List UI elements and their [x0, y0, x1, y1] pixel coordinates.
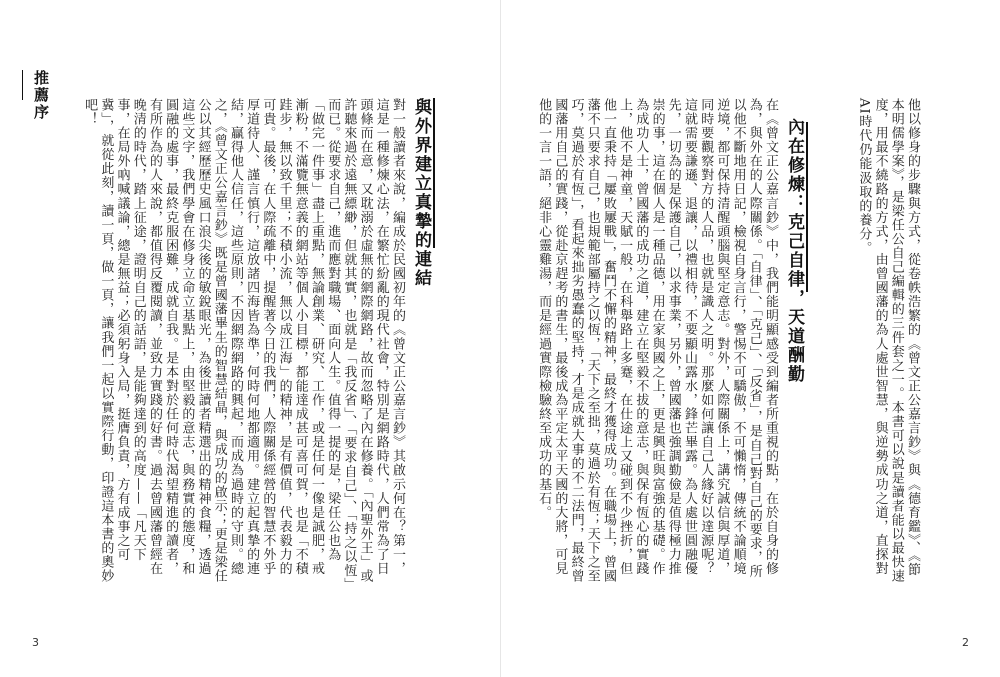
right-page-number: 2	[962, 636, 969, 649]
running-head-rule	[22, 70, 23, 100]
left-section-title: 與外界建立真摯的連結	[411, 98, 431, 288]
right-page-intro-paragraph: 他以修身的步驟與方式，從卷帙浩繁的《曾文正公嘉言鈔》與《德育鑑》、《節本明儒學案》，是梁任公自己編輯的三件套之一。本書可以說是讀者能以最快速度，用最不繞路的方式，由曾國藩的為人處世智慧，與逆勢成功之道，直探對AI時代仍能汲取的養分。	[856, 98, 920, 584]
page-gutter	[500, 0, 501, 677]
left-page-body: 對一般讀者來說，編成於民國初年的《曾文正公嘉言鈔》其啟示何在？第一，這是一種修煉心法，在繁忙紛亂的現代社會，特別是網路時代，人們常為了日頭條而在意，又耽溺於虛無的網際網路，故而忽略了內在修養。「內聖外王」或許聽來過於遠無縹緲，但就其實，也就是「我反省」、「要求自己」、「持之以恆」而已。從要求自己，進而應對職場、面向人生。值得一提的是，梁任公也為「做完一件事」盡上重點，無論創業、研究、工作，或是任何一像是誠肥，戒漸粉，不滿覽無意義的網站等個人小目標，都能達成甚可喜可賀，也是「不積跬步，無以致千里；不積小流，無以成江海」的精神，是有價值，代表毅力的可貴。最後，在人際疏離中，提醒著今日的我們，人際關係經營的智慧不外乎厚道待人、謹言慎行，這放諸四海皆為準，何時何地都適用。建立起真摯的連結，贏得他人信任，這些原則，不因網際網路的興起，而成為過時的守則。總之，《曾文正公嘉言鈔》既是曾國藩畢生的智慧結晶，與成功的啟示；更是梁任公以其經歷歷史風口浪尖後的敏銳眼光，為後世讀者精選出的精神食糧，透過這些文字，我們學會在修身立命立基點上，由堅毅的意志，與務實的態度，和圓融的處事，最終克服困難，成就自我。是本對於任何時代渴望精進的讀者，有所作為的人來說，都值得反覆閱讀，並致力實踐的好書。過去曾國藩曾經在晚清的時代，踏上征途，證明自己的話語，是能夠達到的高度——「凡天下事，在局外吶喊議論，總是無益；必須躬身入局，挺膺負責，方有成事之可冀」，就從此刻，讀一頁，做一頁，讓我們一起以實際行動，印證這本書的奧妙吧！	[82, 98, 405, 586]
right-page-body: 在《曾文正公嘉言鈔》中，我們能明顯感受到編者所重視的點，在於自身的修為，與外在的人際關係。「自律」、「克己」、「反省」，是自己對自己的要求，所以他不斷地用日記，檢視自身言行，警惕不可驕傲，不可懶惰，傳統不論順境逆境，都可保持清醒頭腦與堅定意志。對外，人際關係上，講究誠信與厚道，同時要觀察對方的人品，也就是識人之明。那麼如何讓自己人緣好以達源呢？這就需要謙遜、退讓，以禮相待，不要顯山露水，鋒芒畢露。為人處世圓融優先，一切為的是保護自己，以求事業，另外，曾國藩也強調勤儉是值得極力推崇的事，這在個人是一種品德，用在家與國之上，更是興旺與富強的基礎。作為成功人士，曾國藩的成功之道，建立在堅毅不拔的意志，與保有恆心的實踐上，他不是神童，天賦一般，在科舉路上多蹇，在仕途上又碰到不少挫折，但他一直秉持「屢敗屢戰」，奮鬥不懈的精神，最終才獲得成功。在職場上，曾國藩不只要求自己，也規範部屬持之以恆，「天下之至拙，莫過於有恆；天下之至巧，莫過於有恆」，看起來拙劣愚蠢的堅持，才是成就大事的不二法門，最終曾國藩用自己的實踐，從赴京趕考的書生，最後成為平定太平天國的大將，可見他的一言一語，絕非心靈雞湯，而是經過實際檢驗終至成功的基石。	[536, 98, 778, 584]
running-head: 推薦序	[32, 70, 50, 121]
left-page-number: 3	[32, 636, 39, 649]
right-section-title: 內在修煉：克己自律，天道酬勤	[784, 118, 804, 384]
